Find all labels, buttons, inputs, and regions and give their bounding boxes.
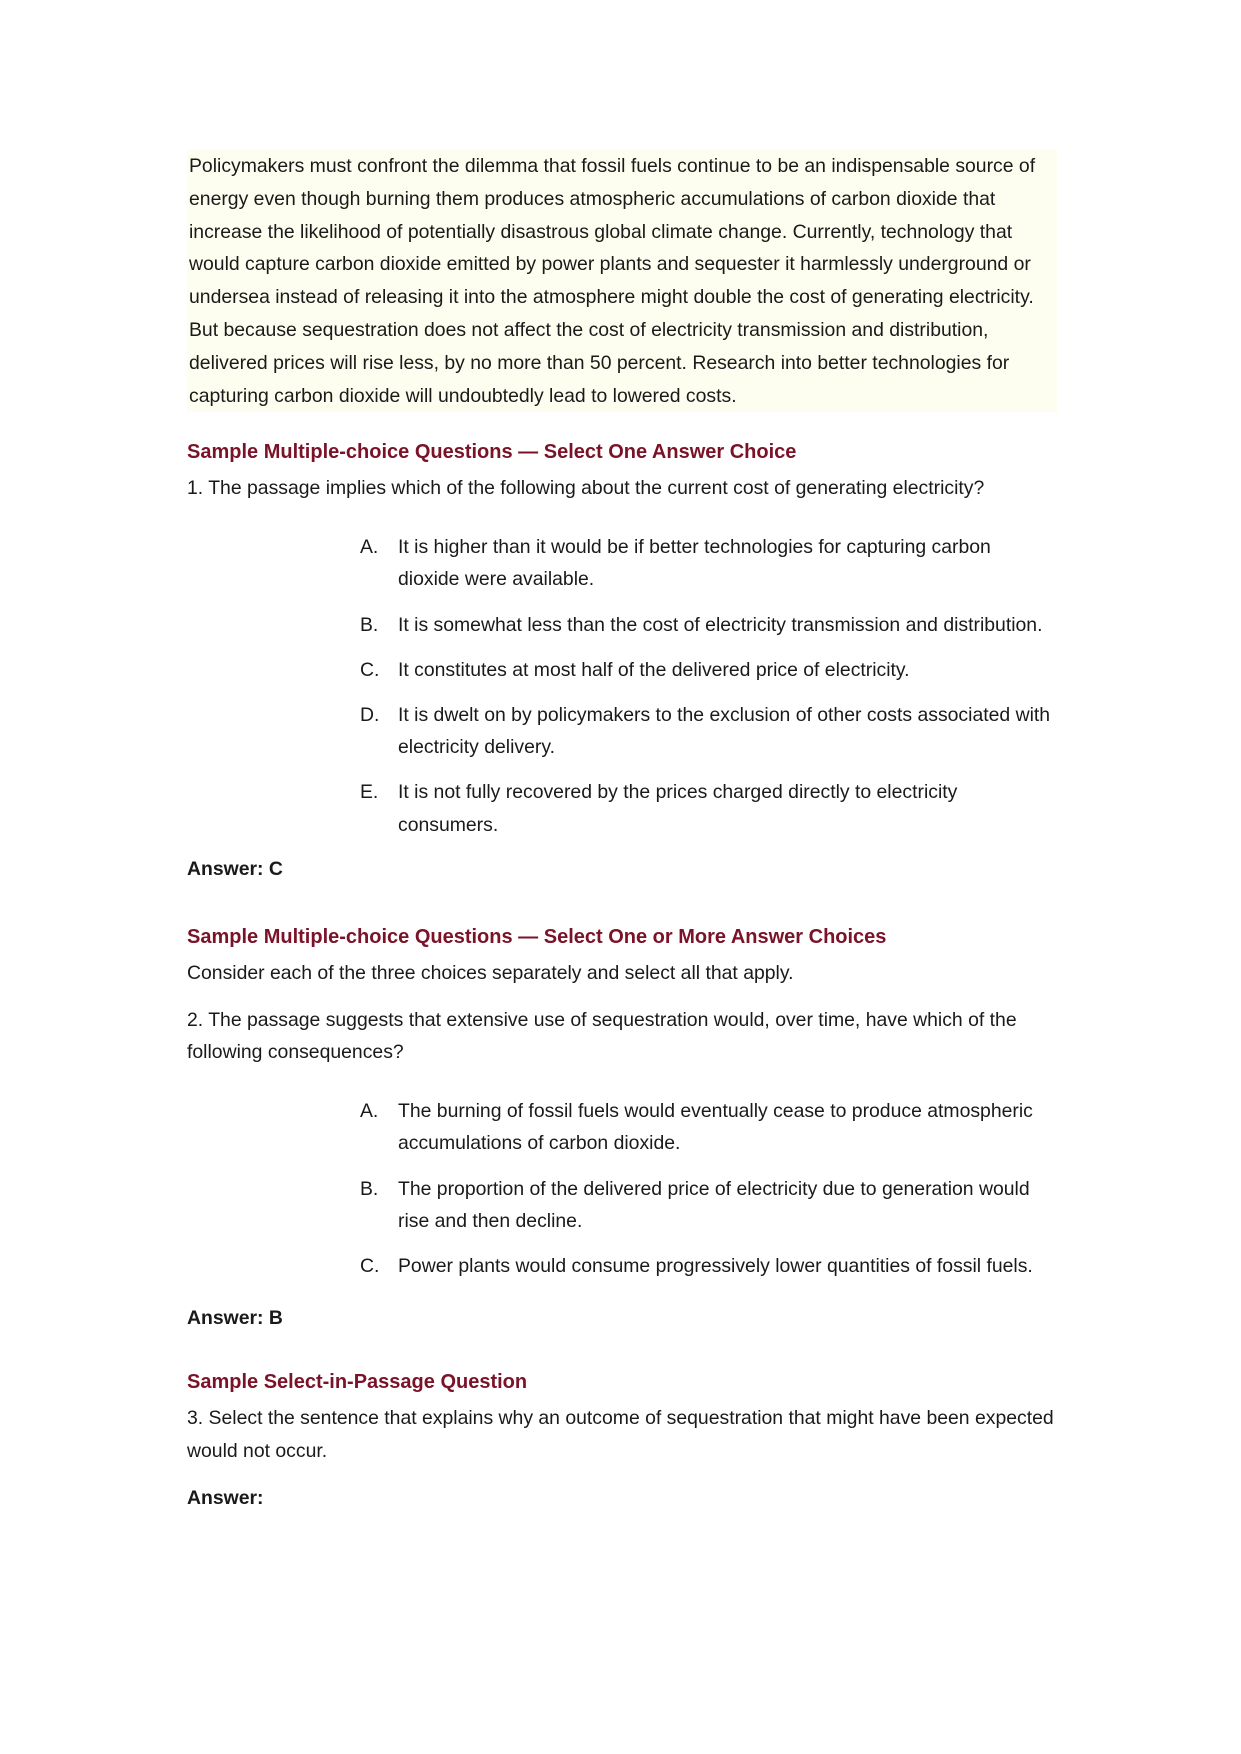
section-select-in-passage [187,1368,1057,1512]
answer-line [187,1484,1057,1512]
option-letter: C. [360,658,380,681]
option-letter: D. [360,703,380,726]
answer-option-c[interactable] [360,1250,1057,1282]
option-letter: E. [360,781,379,804]
section-select-multiple [187,923,1057,1332]
answer-label: Answer: [187,1307,264,1330]
option-text: The burning of fossil fuels would eventually cease to produce atmospheric accumulations of carbon dioxide. [398,1100,1033,1155]
option-text: It is not fully recovered by the prices charged directly to electricity consumers. [398,781,958,836]
option-letter: B. [360,613,379,636]
answer-label: Answer: [187,857,264,880]
answer-options [187,1095,1057,1282]
option-text: It is dwelt on by policymakers to the exclusion of other costs associated with electricity delivery. [398,703,1051,759]
answer-option-a[interactable] [360,1095,1057,1159]
section-select-one [187,438,1057,882]
answer-option-b[interactable] [360,1173,1057,1237]
question-stem: 1. The passage implies which of the following about the current cost of generating electricity? [187,477,985,500]
option-letter: A. [360,536,379,559]
answer-options [187,531,1057,841]
option-letter: C. [360,1255,380,1277]
answer-line [187,1304,1057,1332]
answer-label: Answer: [187,1486,264,1509]
answer-option-e[interactable] [360,776,1057,840]
document-page [187,150,1057,1512]
instruction-text: Consider each of the three choices separately and select all that apply. [187,961,794,984]
option-text: The proportion of the delivered price of electricity due to generation would rise and then decline. [398,1177,1030,1232]
question-stem: 2. The passage suggests that extensive use of sequestration would, over time, have which of the following consequences? [187,1008,1017,1064]
answer-option-a[interactable] [360,531,1057,595]
answer-value: C [268,857,283,880]
section-heading: Sample Select-in-Passage Question [187,1371,528,1394]
option-text: It constitutes at most half of the delivered price of electricity. [398,658,910,681]
option-letter: B. [360,1177,379,1200]
option-text: It is somewhat less than the cost of electricity transmission and distribution. [398,613,1043,636]
reading-passage: Policymakers must confront the dilemma that fossil fuels continue to be an indispensable source of energy even though burning them produces atmospheric accumulations of carbon dioxide that increase the likelihood of potentially disastrous global climate change. Currently, technology that would capture carbon dioxide emitted by power plants and sequester it harmlessly underground or undersea instead of releasing it into the atmosphere might double the cost of generating electricity. But because sequestration does not affect the cost of electricity transmission and distribution, delivered prices will rise less, by no more than 50 percent. Research into better technologies for capturing carbon dioxide will undoubtedly lead to lowered costs. [187,150,1057,412]
option-letter: A. [360,1100,379,1123]
answer-value: B [268,1307,283,1330]
answer-option-d[interactable] [360,699,1057,763]
option-text: It is higher than it would be if better technologies for capturing carbon dioxide were available. [398,536,991,591]
answer-option-c[interactable] [360,654,1057,686]
question-stem: 3. Select the sentence that explains why an outcome of sequestration that might have been expected would not occur. [187,1407,1054,1462]
section-heading: Sample Multiple-choice Questions — Select One or More Answer Choices [187,925,887,948]
section-heading: Sample Multiple-choice Questions — Select One Answer Choice [187,441,797,464]
option-text: Power plants would consume progressively lower quantities of fossil fuels. [398,1255,1033,1277]
answer-line [187,855,1057,883]
answer-option-b[interactable] [360,609,1057,641]
